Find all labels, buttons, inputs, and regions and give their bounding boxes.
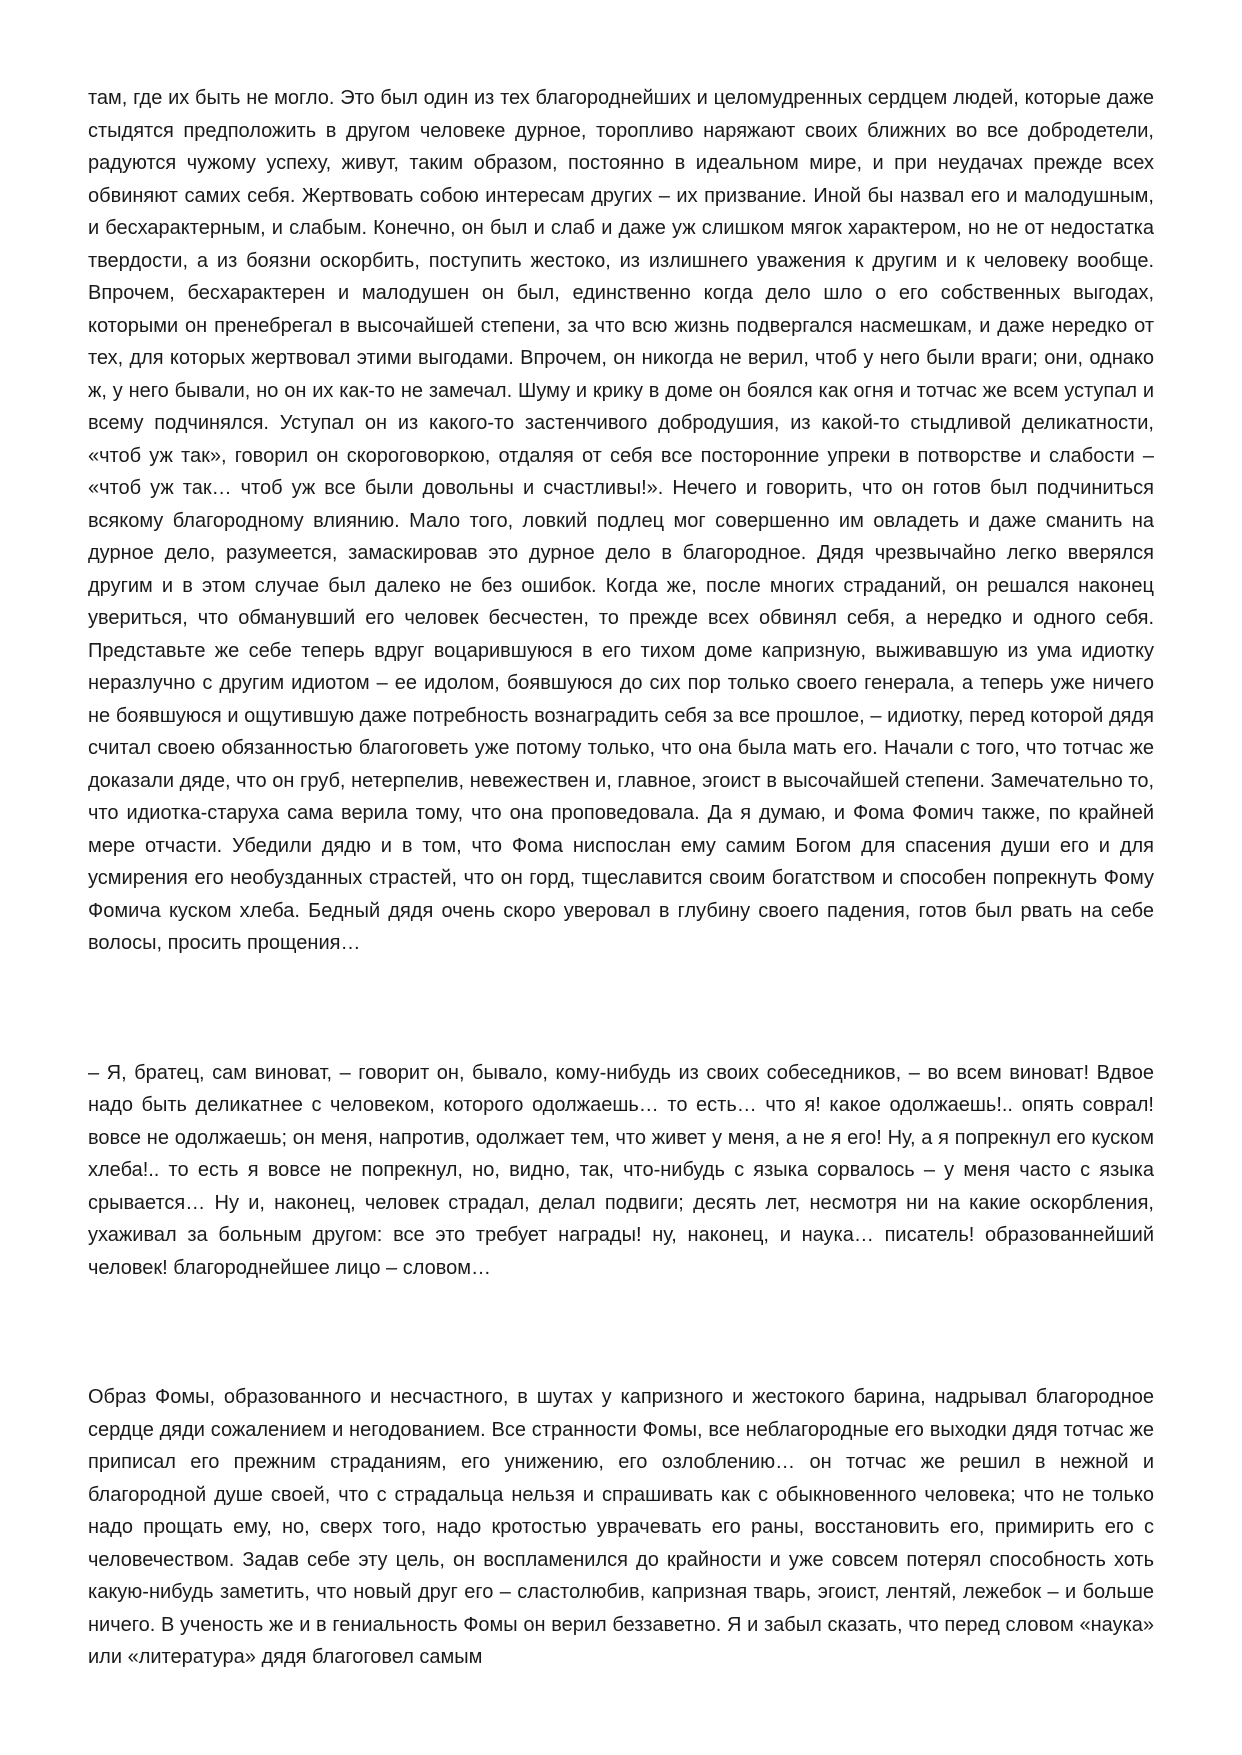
- paragraph-1: там, где их быть не могло. Это был один из тех благороднейших и целомудренных сердцем людей, которые даже стыдятся предположить в другом человеке дурное, торопливо наряжают своих ближних во все добродетели, радуются чужому успеху, живут, таким образом, постоянно в идеальном мире, и при неудачах прежде всех обвиняют самих себя. Жертвовать собою интересам других – их призвание. Иной бы назвал его и малодушным, и бесхарактерным, и слабым. Конечно, он был и слаб и даже уж слишком мягок характером, но не от недостатка твердости, а из боязни оскорбить, поступить жестоко, из излишнего уважения к другим и к человеку вообще. Впрочем, бесхарактерен и малодушен он был, единственно когда дело шло о его собственных выгодах, которыми он пренебрегал в высочайшей степени, за что всю жизнь подвергался насмешкам, и даже нередко от тех, для которых жертвовал этими выгодами. Впрочем, он никогда не верил, чтоб у него были враги; они, однако ж, у него бывали, но он их как-то не замечал. Шуму и крику в доме он боялся как огня и тотчас же всем уступал и всему подчинялся. Уступал он из какого-то застенчивого добродушия, из какой-то стыдливой деликатности, «чтоб уж так», говорил он скороговоркою, отдаляя от себя все посторонние упреки в потворстве и слабости – «чтоб уж так… чтоб уж все были довольны и счастливы!». Нечего и говорить, что он готов был подчиниться всякому благородному влиянию. Мало того, ловкий подлец мог совершенно им овладеть и даже сманить на дурное дело, разумеется, замаскировав это дурное дело в благородное. Дядя чрезвычайно легко вверялся другим и в этом случае был далеко не без ошибок. Когда же, после многих страданий, он решался наконец увериться, что обманувший его человек бесчестен, то прежде всех обвинял себя, а нередко и одного себя. Представьте же себе теперь вдруг воцарившуюся в его тихом доме капризную, выживавшую из ума идиотку неразлучно с другим идиотом – ее идолом, боявшуюся до сих пор только своего генерала, а теперь уже ничего не боявшуюся и ощутившую даже потребность вознаградить себя за все прошлое, – идиотку, перед которой дядя считал своею обязанностью благоговеть уже потому только, что она была мать его. Начали с того, что тотчас же доказали дяде, что он груб, нетерпелив, невежествен и, главное, эгоист в высочайшей степени. Замечательно то, что идиотка-старуха сама верила тому, что она проповедовала. Да я думаю, и Фома Фомич также, по крайней мере отчасти. Убедили дядю и в том, что Фома ниспослан ему самим Богом для спасения души его и для усмирения его необузданных страстей, что он горд, тщеславится своим богатством и способен попрекнуть Фому Фомича куском хлеба. Бедный дядя очень скоро уверовал в глубину своего падения, готов был рвать на себе волосы, просить прощения…: [88, 87, 1154, 954]
- paragraph-2: – Я, братец, сам виноват, – говорит он, бывало, кому-нибудь из своих собеседников, – во всем виноват! Вдвое надо быть деликатнее с человеком, которого одолжаешь… то есть… что я! какое одолжаешь!.. опять соврал! вовсе не одолжаешь; он меня, напротив, одолжает тем, что живет у меня, а не я его! Ну, а я попрекнул его куском хлеба!.. то есть я вовсе не попрекнул, но, видно, так, что-нибудь с языка сорвалось – у меня часто с языка срывается… Ну и, наконец, человек страдал, делал подвиги; десять лет, несмотря ни на какие оскорбления, ухаживал за больным другом: все это требует награды! ну, наконец, и наука… писатель! образованнейший человек! благороднейшее лицо – словом…: [88, 1061, 1154, 1279]
- paragraph-3: Образ Фомы, образованного и несчастного, в шутах у капризного и жестокого барина, надрывал благородное сердце дяди сожалением и негодованием. Все странности Фомы, все неблагородные его выходки дядя тотчас же приписал его прежним страданиям, его унижению, его озлоблению… он тотчас же решил в нежной и благородной душе своей, что с страдальца нельзя и спрашивать как с обыкновенного человека; что не только надо прощать ему, но, сверх того, надо кротостью уврачевать его раны, восстановить его, примирить его с человечеством. Задав себе эту цель, он воспламенился до крайности и уже совсем потерял способность хоть какую-нибудь заметить, что новый друг его – сластолюбив, капризная тварь, эгоист, лентяй, лежебок – и больше ничего. В ученость же и в гениальность Фомы он верил беззаветно. Я и забыл сказать, что перед словом «наука» или «литература» дядя благоговел самым: [88, 1386, 1154, 1668]
- document-page: [88, 82, 1154, 1674]
